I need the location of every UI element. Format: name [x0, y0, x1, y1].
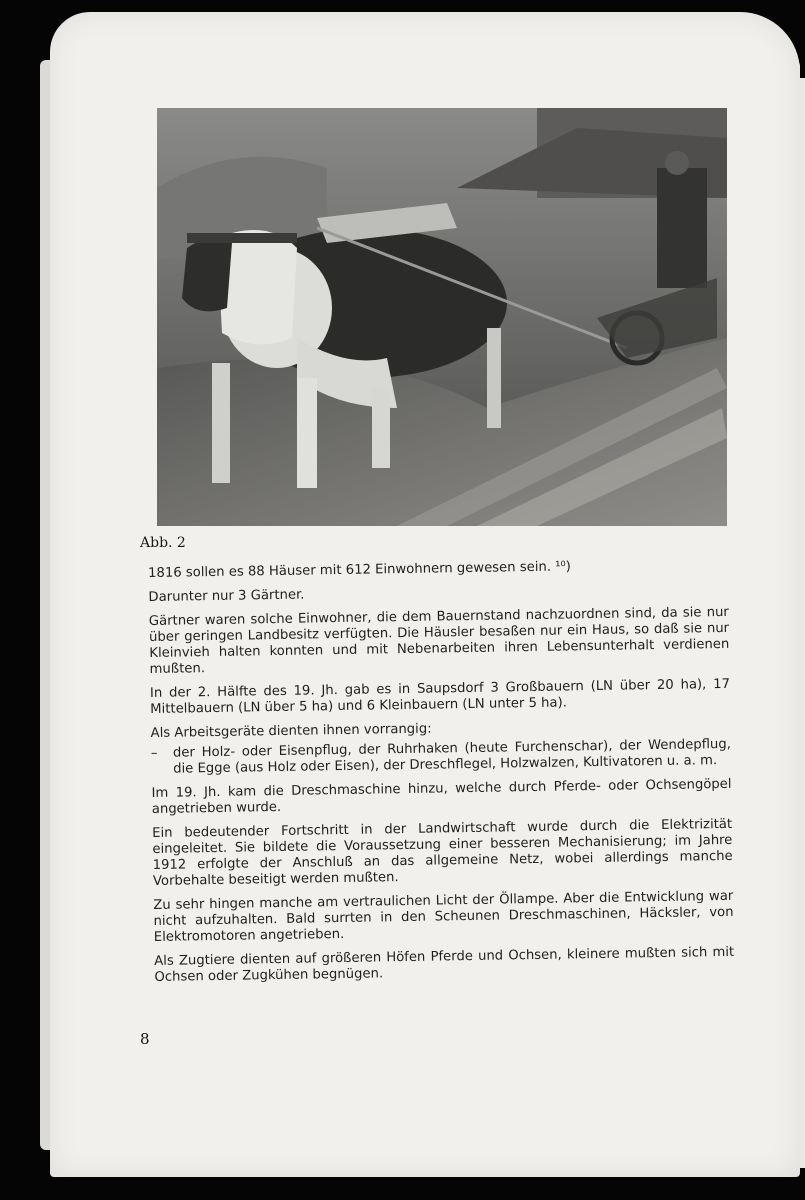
- list-item: – der Holz- oder Eisenpflug, der Ruhrhaken (heute Furchenschar), der Wendepflug, die Egge (aus Holz oder Eisen), der Dreschflegel, Holzwalzen, Kultivatoren u. a. m.: [151, 737, 731, 778]
- paragraph-8: Zu sehr hingen manche am vertraulichen Licht der Öllampe. Aber die Entwicklung war nicht aufzuhalten. Bald surrten in den Scheunen Dreschmaschinen, Häcksler, von Elektromotoren angetrieben.: [153, 888, 734, 945]
- paragraph-2: Darunter nur 3 Gärtner.: [148, 587, 305, 605]
- paragraph-9: Als Zugtiere dienten auf größeren Höfen Pferde und Ochsen, kleinere mußten sich mit Ochsen oder Zugkühen begnügen.: [154, 944, 735, 985]
- figure-caption: Abb. 2: [140, 535, 186, 551]
- photo-cow-plough: [157, 108, 727, 526]
- tools-list: [151, 737, 731, 778]
- page-number: 8: [140, 1030, 150, 1048]
- paragraph-6: Im 19. Jh. kam die Dreschmaschine hinzu, welche durch Pferde- oder Ochsengöpel angetrieben wurde.: [151, 776, 732, 817]
- body-text: [148, 557, 735, 994]
- paragraph-3: Gärtner waren solche Einwohner, die dem Bauernstand nachzuordnen sind, da sie nur über geringen Landbesitz verfügten. Die Häusler besaßen nur ein Haus, so daß sie nur Kleinvieh halten konnten und mit Nebenarbeiten ihren Lebensunterhalt verdienen mußten.: [148, 604, 730, 677]
- paragraph-5: Als Arbeitsgeräte dienten ihnen vorrangig:: [150, 721, 432, 741]
- paragraph-7: Ein bedeutender Fortschritt in der Landwirtschaft wurde durch die Elektrizität eingeleitet. Sie bildete die Voraussetzung einer besseren Mechanisierung; im Jahre 1912 erfolgte der Anschluß an das allgemeine Netz, wobei allerdings manche Vorbehalte beseitigt werden mußten.: [152, 816, 733, 889]
- paragraph-4: In der 2. Hälfte des 19. Jh. gab es in Saupsdorf 3 Großbauern (LN über 20 ha), 17 Mittelbauern (LN über 5 ha) und 6 Kleinbauern (LN unter 5 ha).: [149, 676, 731, 717]
- paragraph-1: 1816 sollen es 88 Häuser mit 612 Einwohnern gewesen sein. ¹⁰): [148, 559, 572, 581]
